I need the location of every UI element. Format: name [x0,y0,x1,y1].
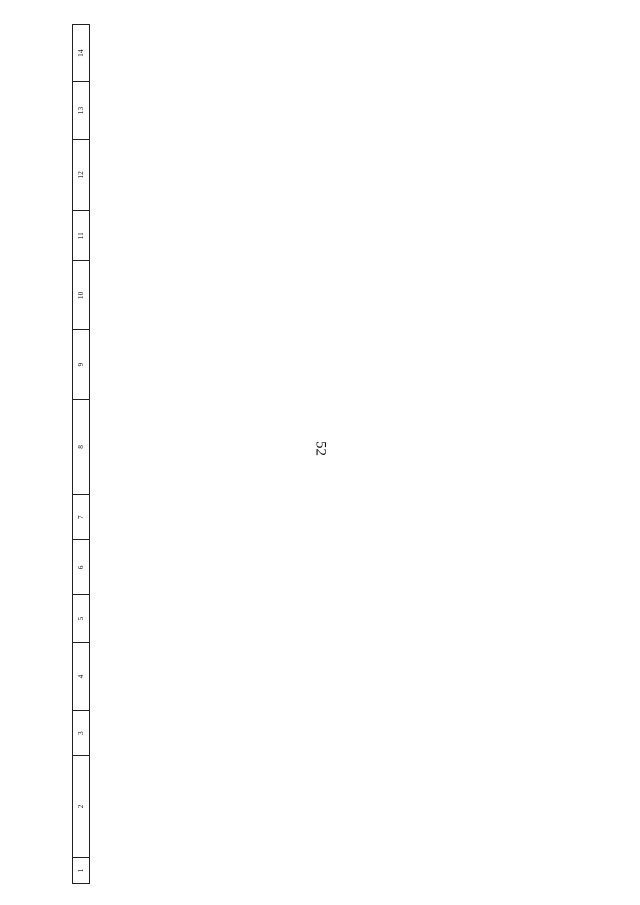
col-header: 3 [73,711,90,756]
col-header: 11 [73,211,90,261]
col-header: 13 [73,82,90,139]
table-body [90,25,552,884]
col-header: 14 [73,25,90,82]
col-header: 1 [73,857,90,883]
col-header: 6 [73,540,90,595]
col-header: 7 [73,495,90,540]
col-header: 4 [73,643,90,711]
col-header: 2 [73,756,90,857]
rotated-table-wrapper [72,24,552,884]
col-header: 12 [73,139,90,211]
col-header: 8 [73,399,90,494]
page-number: 52 [312,441,329,456]
column-number-row [73,25,90,884]
col-header: 5 [73,595,90,643]
col-header: 9 [73,330,90,399]
program-table [72,24,552,884]
col-header: 10 [73,261,90,330]
